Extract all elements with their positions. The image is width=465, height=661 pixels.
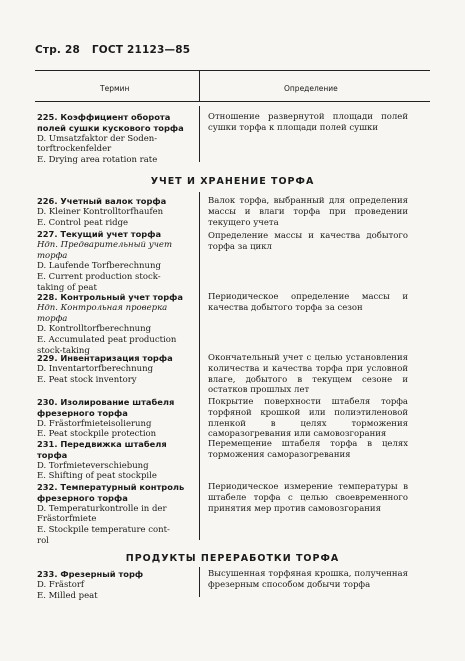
term-line: фрезерного торфа xyxy=(37,407,128,418)
term-line: taking of peat xyxy=(37,282,97,293)
definition-233: Высушенная торфяная крошка, полученная фрезерным способом добычи торфа xyxy=(208,569,408,590)
term-line: 227. Текущий учет торфа xyxy=(37,229,162,239)
page-header xyxy=(35,44,190,56)
term-line: фрезерного торфа xyxy=(37,492,128,503)
column-divider xyxy=(199,106,200,162)
term-line: 231. Передвижка штабеля xyxy=(37,439,167,449)
term-226 xyxy=(37,196,197,228)
column-divider xyxy=(199,192,200,540)
section-title-products: ПРОДУКТЫ ПЕРЕРАБОТКИ ТОРФА xyxy=(125,553,340,564)
term-225-line: torftrockenfelder xyxy=(37,144,112,155)
definition-230: Покрытие поверхности штабеля торфа торфяной крошкой или полиэтиленовой пленкой в целях торможения саморазогревания или самовозгорания xyxy=(208,397,408,440)
term-line: E. Peat stockpile protection xyxy=(37,429,157,440)
term-line: E. Current production stock- xyxy=(37,272,161,283)
term-line: D. Kleiner Kontrolltorfhaufen xyxy=(37,206,164,217)
term-line: Ндп. Контрольная проверка xyxy=(37,302,168,313)
definition-229: Окончательный учет с целью установления количества и качества торфа при условной влаге, добытого в текущем сезоне и остатков прошлых лет xyxy=(208,353,408,396)
term-line: D. Kontrolltorfberechnung xyxy=(37,324,152,335)
term-line: D. Torfmieteverschiebung xyxy=(37,460,149,471)
term-line: 232. Температурный контроль xyxy=(37,482,185,492)
term-line: D. Frästorfmieteisolierung xyxy=(37,418,152,429)
term-225-line: 225. Коэффициент оборота xyxy=(37,112,171,122)
term-225-line: полей сушки кускового торфа xyxy=(37,122,184,133)
term-line: D. Inventartorfberechnung xyxy=(37,363,154,374)
definition-228: Периодическое определение массы и качества добытого торфа за сезон xyxy=(208,292,408,313)
term-line: E. Milled peat xyxy=(37,590,98,601)
definition-232: Периодическое измерение температуры в штабеле торфа с целью своевременного принятия мер против самовозгорания xyxy=(208,482,408,514)
definition-231: Перемещение штабеля торфа в целях торможения саморазогревания xyxy=(208,439,408,460)
term-line: E. Control peat ridge xyxy=(37,217,129,228)
term-231 xyxy=(37,439,197,482)
term-232 xyxy=(37,482,197,547)
term-225 xyxy=(37,112,197,166)
header-divider xyxy=(199,70,200,101)
column-head-term: Термин xyxy=(100,84,130,93)
term-line: E. Peat stock inventory xyxy=(37,374,137,385)
term-line: Ндп. Предварительный учет xyxy=(37,239,173,250)
term-line: торфа xyxy=(37,313,68,324)
term-line: 229. Инвентаризация торфа xyxy=(37,353,173,363)
term-229 xyxy=(37,353,197,385)
term-line: D. Laufende Torfberechnung xyxy=(37,261,161,272)
term-line: E. Stockpile temperature cont- xyxy=(37,525,170,536)
term-230 xyxy=(37,397,197,440)
term-line: 228. Контрольный учет торфа xyxy=(37,292,183,302)
page-number: Стр. 28 xyxy=(35,44,80,56)
term-225-line: E. Drying area rotation rate xyxy=(37,155,158,166)
table-top-rule xyxy=(35,70,430,71)
definition-225: Отношение развернутой площади полей сушки торфа к площади полей сушки xyxy=(208,112,408,133)
term-227 xyxy=(37,229,197,294)
term-line: E. Shifting of peat stockpile xyxy=(37,471,157,482)
term-line: 230. Изолирование штабеля xyxy=(37,397,175,407)
table-header-rule xyxy=(35,101,430,102)
term-line: торфа xyxy=(37,250,68,261)
term-line: D. Temperaturkontrolle in der xyxy=(37,503,167,514)
term-233 xyxy=(37,569,197,601)
term-line: Frästorfmiete xyxy=(37,514,97,525)
standard-code: ГОСТ 21123—85 xyxy=(91,44,191,56)
column-head-definition: Определение xyxy=(284,84,338,93)
section-title-storage: УЧЕТ И ХРАНЕНИЕ ТОРФА xyxy=(150,176,315,187)
term-line: stock-taking xyxy=(37,345,90,356)
term-line: D. Frästorf xyxy=(37,579,85,590)
term-line: торфа xyxy=(37,449,68,460)
term-225-line: D. Umsatzfaktor der Soden- xyxy=(37,133,158,144)
column-divider xyxy=(199,567,200,597)
definition-227: Определение массы и качества добытого торфа за цикл xyxy=(208,231,408,252)
term-line: rol xyxy=(37,535,49,546)
term-line: 233. Фрезерный торф xyxy=(37,569,144,579)
term-line: 226. Учетный валок торфа xyxy=(37,196,167,206)
definition-226: Валок торфа, выбранный для определения массы и влаги торфа при проведении текущего учета xyxy=(208,196,408,228)
term-line: E. Accumulated peat production xyxy=(37,335,177,346)
term-228 xyxy=(37,292,197,357)
